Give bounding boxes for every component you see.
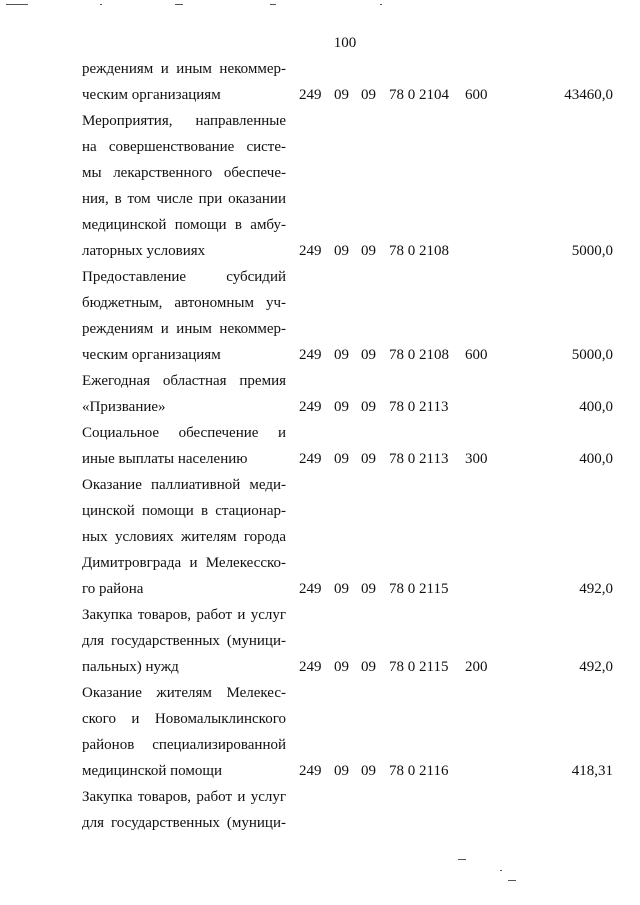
table-row <box>0 680 640 784</box>
target-article: 78 0 2113 <box>389 399 449 415</box>
subsection-code: 09 <box>361 451 376 467</box>
item-name-line: районов специализированной <box>82 737 286 753</box>
expense-type: 600 <box>465 87 488 103</box>
item-name-line: Димитровграда и Мелекесско- <box>82 555 286 571</box>
expense-type: 300 <box>465 451 488 467</box>
amount: 5000,0 <box>571 347 613 363</box>
item-name-line: иные выплаты населению <box>82 451 248 467</box>
item-name-line: ческим организациям <box>82 87 221 103</box>
amount: 400,0 <box>579 451 613 467</box>
admin-code: 249 <box>299 763 322 779</box>
item-name-line: бюджетным, автономным уч- <box>82 295 286 311</box>
section-code: 09 <box>334 763 349 779</box>
item-name-line: Закупка товаров, работ и услуг <box>82 607 286 623</box>
item-name-line: «Призвание» <box>82 399 166 415</box>
table-row <box>0 602 640 680</box>
admin-code: 249 <box>299 399 322 415</box>
table-row <box>0 420 640 472</box>
item-name-line: Предоставление субсидий <box>82 269 286 285</box>
item-name-line: пальных) нужд <box>82 659 179 675</box>
page-number: 100 <box>333 35 357 51</box>
target-article: 78 0 2116 <box>389 763 449 779</box>
item-name-line: Оказание паллиативной меди- <box>82 477 286 493</box>
expense-type: 600 <box>465 347 488 363</box>
table-row <box>0 108 640 264</box>
amount: 5000,0 <box>571 243 613 259</box>
admin-code: 249 <box>299 347 322 363</box>
admin-code: 249 <box>299 581 322 597</box>
item-name-line: для государственных (муници- <box>82 815 286 831</box>
expense-type: 200 <box>465 659 488 675</box>
item-name-line: Закупка товаров, работ и услуг <box>82 789 286 805</box>
item-name-line: ческим организациям <box>82 347 221 363</box>
subsection-code: 09 <box>361 347 376 363</box>
target-article: 78 0 2108 <box>389 347 449 363</box>
amount: 492,0 <box>579 581 613 597</box>
item-name-line: медицинской помощи <box>82 763 222 779</box>
amount: 492,0 <box>579 659 613 675</box>
section-code: 09 <box>334 399 349 415</box>
section-code: 09 <box>334 87 349 103</box>
target-article: 78 0 2115 <box>389 659 449 675</box>
table-row <box>0 368 640 420</box>
item-name-line: ского и Новомалыклинского <box>82 711 286 727</box>
amount: 43460,0 <box>564 87 613 103</box>
item-name-line: мы лекарственного обеспече- <box>82 165 286 181</box>
item-name-line: Социальное обеспечение и <box>82 425 286 441</box>
amount: 418,31 <box>571 763 613 779</box>
item-name-line: го района <box>82 581 144 597</box>
subsection-code: 09 <box>361 659 376 675</box>
item-name-line: Оказание жителям Мелекес- <box>82 685 286 701</box>
item-name-line: на совершенствование систе- <box>82 139 286 155</box>
table-row <box>0 264 640 368</box>
item-name-line: цинской помощи в стационар- <box>82 503 286 519</box>
subsection-code: 09 <box>361 763 376 779</box>
section-code: 09 <box>334 581 349 597</box>
item-name-line: медицинской помощи в амбу- <box>82 217 286 233</box>
section-code: 09 <box>334 659 349 675</box>
item-name-line: для государственных (муници- <box>82 633 286 649</box>
table-row <box>0 56 640 108</box>
subsection-code: 09 <box>361 243 376 259</box>
admin-code: 249 <box>299 243 322 259</box>
table-row <box>0 472 640 602</box>
item-name-line: ния, в том числе при оказании <box>82 191 286 207</box>
target-article: 78 0 2113 <box>389 451 449 467</box>
target-article: 78 0 2104 <box>389 87 449 103</box>
item-name-line: ных условиях жителям города <box>82 529 286 545</box>
item-name-line: Ежегодная областная премия <box>82 373 286 389</box>
item-name-line: латорных условиях <box>82 243 206 259</box>
item-name-line: реждениям и иным некоммер- <box>82 321 286 337</box>
section-code: 09 <box>334 451 349 467</box>
section-code: 09 <box>334 243 349 259</box>
admin-code: 249 <box>299 87 322 103</box>
amount: 400,0 <box>579 399 613 415</box>
table-row <box>0 784 640 836</box>
subsection-code: 09 <box>361 581 376 597</box>
subsection-code: 09 <box>361 399 376 415</box>
item-name-line: Мероприятия, направленные <box>82 113 286 129</box>
subsection-code: 09 <box>361 87 376 103</box>
admin-code: 249 <box>299 451 322 467</box>
target-article: 78 0 2108 <box>389 243 449 259</box>
admin-code: 249 <box>299 659 322 675</box>
item-name-line: реждениям и иным некоммер- <box>82 61 286 77</box>
section-code: 09 <box>334 347 349 363</box>
target-article: 78 0 2115 <box>389 581 449 597</box>
